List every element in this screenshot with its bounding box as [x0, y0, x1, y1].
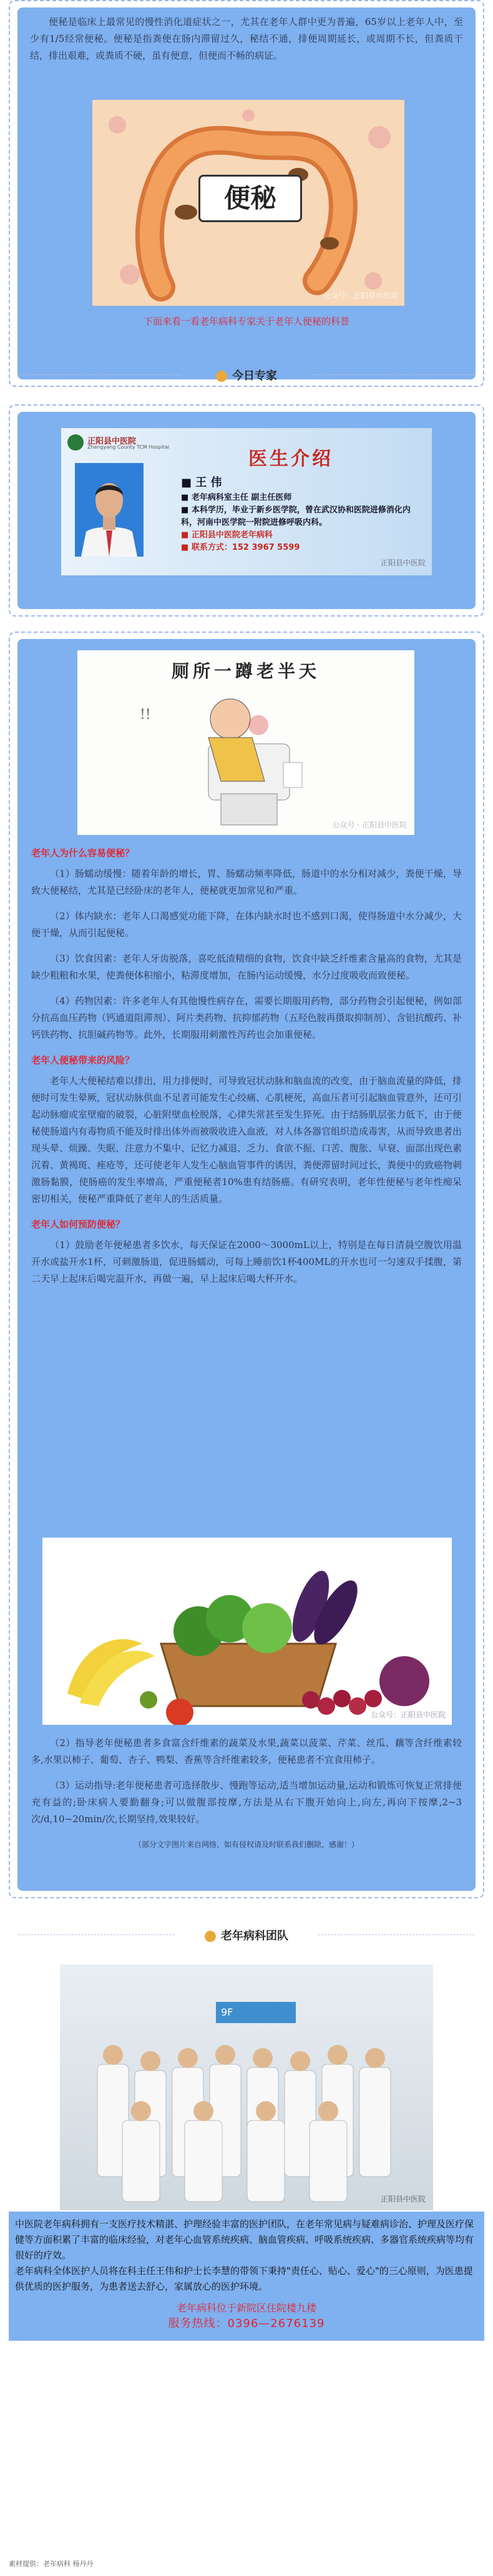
doctor-card-inner: [17, 412, 476, 609]
prevent-2: （2）指导老年便秘患者多食富含纤维素的蔬菜及水果,蔬菜以菠菜、芹菜、丝瓜、藕等含纤维素较多,水果以柿子、葡萄、杏子、鸭梨、香蕉等含纤维素较多，便秘患者不宜食用柿子。: [31, 1737, 462, 1765]
vegetables-watermark: 公众号：正阳县中医院: [370, 1710, 446, 1719]
article-body: [31, 845, 462, 1296]
hospital-logo: [67, 434, 84, 451]
doctor-name: ■ 王 伟: [181, 476, 222, 489]
doctor-position: ■ 老年病科室主任 副主任医师: [181, 493, 292, 502]
fruit-basket-image: [42, 1538, 452, 1725]
team-watermark: 正阳县中医院: [380, 2195, 426, 2203]
doctor-portrait-image: [75, 463, 144, 557]
department-location: 老年病科位于新院区住院楼九楼: [176, 2302, 316, 2314]
doctor-intro-title: 医生介绍: [248, 448, 333, 470]
comic-panel: [77, 650, 414, 835]
doctor-photo: [75, 463, 144, 557]
copyright-note: （部分文字图片来自网络，如有侵权请及时联系我们删除，感谢！）: [134, 1840, 359, 1849]
prevent-1: （1）鼓励老年便秘患者多饮水，每天保证在2000～3000mL以上，特别是在每日清晨空腹饮用温开水或盐开水1杯，可刺激肠道，促进肠蠕动，可每上睡前饮1杯400ML的开水也可一匀速双手揉腹，第二天早上起床后喝完温开水，再做一遍，早上起床后喝大杯开水。: [31, 1239, 462, 1284]
reason-1: （1）肠蠕动缓慢：随着年龄的增长，胃、肠蠕动频率降低，肠道中的水分相对减少，粪便干燥，导致大便秘结，尤其是已经卧床的老年人，便秘就更加常见和严重。: [31, 868, 462, 896]
flower-icon-2: [205, 1931, 216, 1942]
question-risk: 老年人便秘带来的风险？: [31, 1055, 135, 1066]
doctor-department: ■ 正阳县中医院老年病科: [181, 530, 273, 540]
article-card: [9, 632, 484, 1898]
ward-sign: 9F: [216, 2002, 296, 2023]
article-card-inner: [17, 639, 476, 1891]
prevent-3: （3）运动指导:老年便秘患者可选择散步、慢跑等运动,适当增加运动量,运动和锻炼可恢复正常排便充有益的;卧床病人要勤翻身;可以做腹部按摩,方法是从右下腹开始向上,向左,再向下按摩,2~3次/d,10~20min/次,长期坚持,效果较好。: [31, 1780, 462, 1825]
intro-watermark: 公众号：正阳县中医院: [323, 291, 398, 300]
constipation-illustration: [92, 100, 404, 306]
comic-watermark: 公众号 · 正阳县中医院: [332, 821, 407, 829]
section-title-expert: 今日专家: [0, 367, 493, 383]
question-why: 老年人为什么容易便秘？: [31, 847, 135, 859]
team-desc-1: 中医院老年病科拥有一支医疗技术精湛、护理经验丰富的医护团队，在老年常见病与疑难病诊治、护理及医疗保健等方面积累了丰富的临床经验，对老年心血管系统疾病、脑血管疾病、呼吸系统疾病、多器官系统疾病等均有很好的疗效。: [15, 2218, 474, 2261]
flower-icon: [216, 371, 227, 382]
divider-right-2: [318, 1934, 474, 1935]
comic-title: 厕所一蹲老半天: [171, 661, 320, 681]
materials-credit: 素材提供：老年病科 杨丹丹: [9, 2560, 94, 2568]
doctor-phone: ■ 联系方式：152 3967 5599: [181, 543, 300, 552]
hospital-name: 正阳县中医院: [87, 437, 137, 446]
service-hotline: 服务热线：0396—2676139: [168, 2317, 325, 2330]
article-body-2: [31, 1735, 462, 1853]
risk-paragraph: 老年人大便秘结难以排出，用力排便时，可导致冠状动脉和脑血流的改变，由于脑血流量的降低，排便时可发生晕厥，冠状动脉供血不足者可能发生心绞痛、心肌梗死，高血压者可引起脑血管意外，还可引起动脉瘤或室壁瘤的破裂，心脏附壁血栓脱落，心律失常甚至发生猝死。由于结肠肌层张力低下，由于便秘使肠道内有毒物质不能及时排出体外而被吸收进入血液，对人体各器官组织造成毒害，从而导致患者出现头晕、烦躁、失眠、注意力不集中、记忆力减退、乏力、食欲不振、口苦、腹胀、早衰、面部出现色素沉着、黄褐斑、痤疮等，还可使老年人发生心脑血管事件的诱因，粪便滞留时间过长，粪便中的致癌物刺激肠黏膜，使肠癌的发生率增高，严重便秘者10%患有结肠癌。有研究表明，老年性便秘与老年性痴呆密切相关，便秘严重降低了老年人的生活质量。: [31, 1075, 462, 1204]
reason-4: （4）药物因素：许多老年人有其他慢性病存在，需要长期服用药物，部分药物会引起便秘，例如部分抗高血压药物（钙通道阻滞剂）、阿片类药物、抗抑郁药物（五羟色胺再摄取抑制剂）、含铝抗酸药、补钙铁药物、抗胆碱药物等。此外，长期服用刺激性泻药也会加重便秘。: [31, 995, 462, 1040]
constipation-label: 便秘: [198, 175, 302, 222]
vegetables-image: [42, 1538, 452, 1725]
question-prevent: 老年人如何预防便秘？: [31, 1219, 125, 1230]
team-members-image: [60, 1964, 433, 2210]
reason-3: （3）饮食因素：老年人牙齿脱落，喜吃低渣精细的食物，饮食中缺乏纤维素含量高的食物，尤其是缺少粗粮和水果，使粪便体积缩小，粘滞度增加，在肠内运动缓慢，水分过度吸收而致便秘。: [31, 953, 462, 981]
intro-card-inner: [17, 7, 476, 379]
team-text-block: [9, 2212, 484, 2341]
section-title-team: 老年病科团队: [0, 1927, 493, 1943]
hospital-name-en: Zhengyang County TCM Hospital: [87, 444, 170, 450]
svg-text:!!: !!: [140, 707, 151, 723]
team-photo: [60, 1964, 433, 2210]
toilet-comic-image: [77, 650, 414, 835]
intro-text: 便秘是临床上最常见的慢性消化道症状之一，尤其在老年人群中更为普遍，65岁以上老年人中，至少有1/5经常便秘。便秘是指粪便在肠内滞留过久，秘结不通，排便周期延长，或周期不长，但粪质干结，排出艰难，或粪质不硬，虽有便意，但便而不畅的病证。: [30, 16, 463, 61]
doctor-watermark: 正阳县中医院: [380, 559, 426, 567]
reason-2: （2）体内缺水：老年人口渴感觉功能下降，在体内缺水时也不感到口渴，使得肠道中水分减少，大便干燥，从而引起便秘。: [31, 910, 462, 939]
doctor-details: [181, 477, 424, 554]
intro-card: [9, 0, 484, 387]
doctor-card: [9, 404, 484, 617]
doctor-education: ■ 本科学历，毕业于新乡医学院，曾在武汉协和医院进修消化内科，河南中医学院一附院进修呼吸内科。: [181, 505, 411, 527]
team-desc-2: 老年病科全体医护人员将在科主任王伟和护士长李慧的带领下秉持"责任心、贴心、爱心"的三心原则，为医患提供优质的医护服务，为患者送去舒心，家属放心的医护环境。: [15, 2265, 473, 2292]
divider-right-1: [312, 374, 474, 375]
doctor-banner: [61, 428, 432, 575]
intro-caption: 下面来看一看老年病科专家关于老年人便秘的科普: [143, 316, 349, 327]
